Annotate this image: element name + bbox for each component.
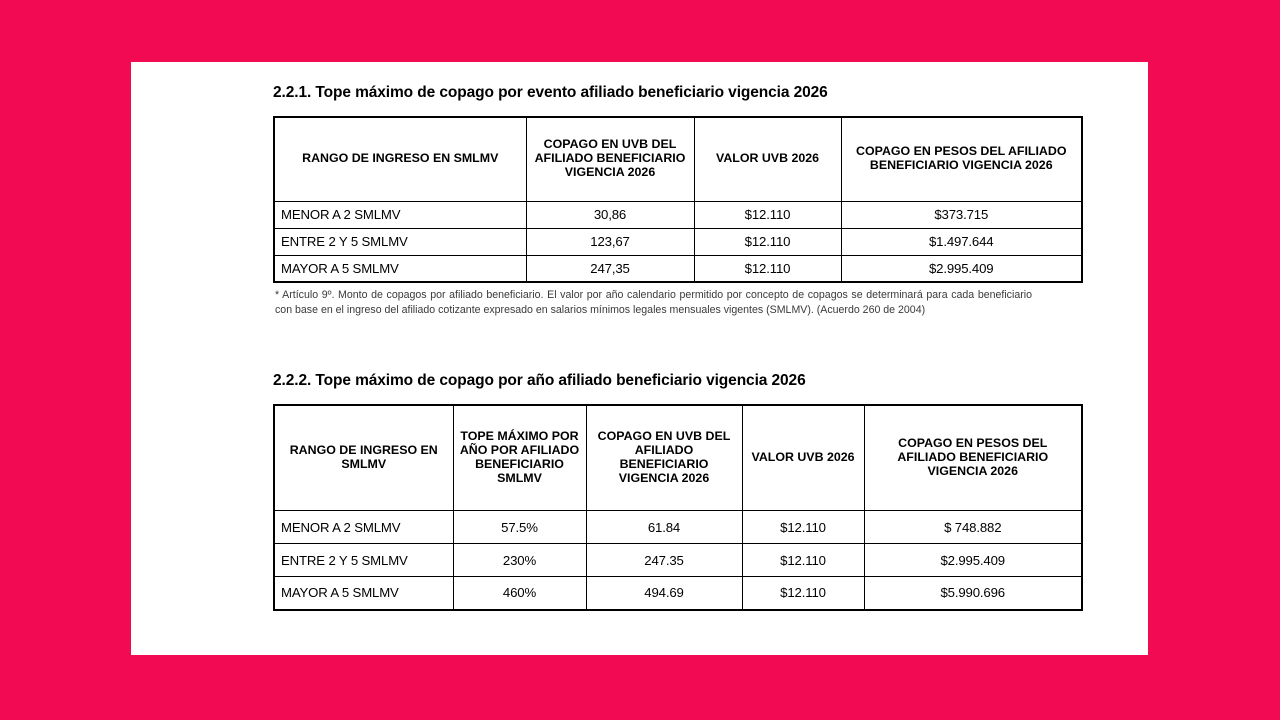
copago-por-ano-table xyxy=(273,404,1083,611)
cell-valor-uvb: $12.110 xyxy=(742,544,864,577)
document-page xyxy=(131,62,1148,655)
column-header-copago-pesos: COPAGO EN PESOS DEL AFILIADO BENEFICIARIO VIGENCIA 2026 xyxy=(864,405,1082,511)
section-heading-221: 2.2.1. Tope máximo de copago por evento afiliado beneficiario vigencia 2026 xyxy=(273,84,828,101)
cell-copago-pesos: $1.497.644 xyxy=(841,228,1082,255)
cell-rango-ingreso: MAYOR A 5 SMLMV xyxy=(274,255,526,282)
cell-tope-maximo: 460% xyxy=(453,577,586,610)
cell-copago-pesos: $2.995.409 xyxy=(864,544,1082,577)
cell-copago-uvb: 61.84 xyxy=(586,511,742,544)
column-header-copago-uvb: COPAGO EN UVB DEL AFILIADO BENEFICIARIO VIGENCIA 2026 xyxy=(526,117,694,201)
cell-valor-uvb: $12.110 xyxy=(694,255,841,282)
cell-rango-ingreso: ENTRE 2 Y 5 SMLMV xyxy=(274,228,526,255)
cell-valor-uvb: $12.110 xyxy=(742,511,864,544)
cell-rango-ingreso: MAYOR A 5 SMLMV xyxy=(274,577,453,610)
column-header-rango-ingreso: RANGO DE INGRESO EN SMLMV xyxy=(274,405,453,511)
cell-tope-maximo: 230% xyxy=(453,544,586,577)
column-header-tope-maximo: TOPE MÁXIMO POR AÑO POR AFILIADO BENEFICIARIO SMLMV xyxy=(453,405,586,511)
cell-valor-uvb: $12.110 xyxy=(694,228,841,255)
table-header-row xyxy=(274,117,1082,201)
document-body xyxy=(273,84,1083,611)
column-header-rango-ingreso: RANGO DE INGRESO EN SMLMV xyxy=(274,117,526,201)
cell-copago-uvb: 247.35 xyxy=(586,544,742,577)
cell-copago-pesos: $ 748.882 xyxy=(864,511,1082,544)
cell-rango-ingreso: MENOR A 2 SMLMV xyxy=(274,201,526,228)
cell-copago-pesos: $5.990.696 xyxy=(864,577,1082,610)
table-row xyxy=(274,577,1082,610)
cell-copago-pesos: $373.715 xyxy=(841,201,1082,228)
cell-tope-maximo: 57.5% xyxy=(453,511,586,544)
cell-valor-uvb: $12.110 xyxy=(694,201,841,228)
column-header-copago-uvb: COPAGO EN UVB DEL AFILIADO BENEFICIARIO VIGENCIA 2026 xyxy=(586,405,742,511)
cell-valor-uvb: $12.110 xyxy=(742,577,864,610)
table-row xyxy=(274,544,1082,577)
cell-copago-uvb: 494.69 xyxy=(586,577,742,610)
table-header-row xyxy=(274,405,1082,511)
table-row xyxy=(274,511,1082,544)
cell-rango-ingreso: ENTRE 2 Y 5 SMLMV xyxy=(274,544,453,577)
column-header-valor-uvb: VALOR UVB 2026 xyxy=(742,405,864,511)
column-header-valor-uvb: VALOR UVB 2026 xyxy=(694,117,841,201)
cell-copago-uvb: 247,35 xyxy=(526,255,694,282)
table-row xyxy=(274,228,1082,255)
section-heading-222: 2.2.2. Tope máximo de copago por año afiliado beneficiario vigencia 2026 xyxy=(273,371,806,389)
table-row xyxy=(274,201,1082,228)
copago-por-evento-table xyxy=(273,116,1083,283)
footnote-articulo-9: * Artículo 9º. Monto de copagos por afiliado beneficiario. El valor por año calendario permitido por concepto de copagos se determinará para cada beneficiario con base en el ingreso del afiliado cotizante expresado en salarios mínimos legales mensuales vigentes (SMLMV). (Acuerdo 260 de 2004) xyxy=(275,289,1032,317)
cell-copago-pesos: $2.995.409 xyxy=(841,255,1082,282)
section-spacer xyxy=(273,319,1083,372)
table-row xyxy=(274,255,1082,282)
column-header-copago-pesos: COPAGO EN PESOS DEL AFILIADO BENEFICIARIO VIGENCIA 2026 xyxy=(841,117,1082,201)
cell-copago-uvb: 123,67 xyxy=(526,228,694,255)
cell-copago-uvb: 30,86 xyxy=(526,201,694,228)
cell-rango-ingreso: MENOR A 2 SMLMV xyxy=(274,511,453,544)
